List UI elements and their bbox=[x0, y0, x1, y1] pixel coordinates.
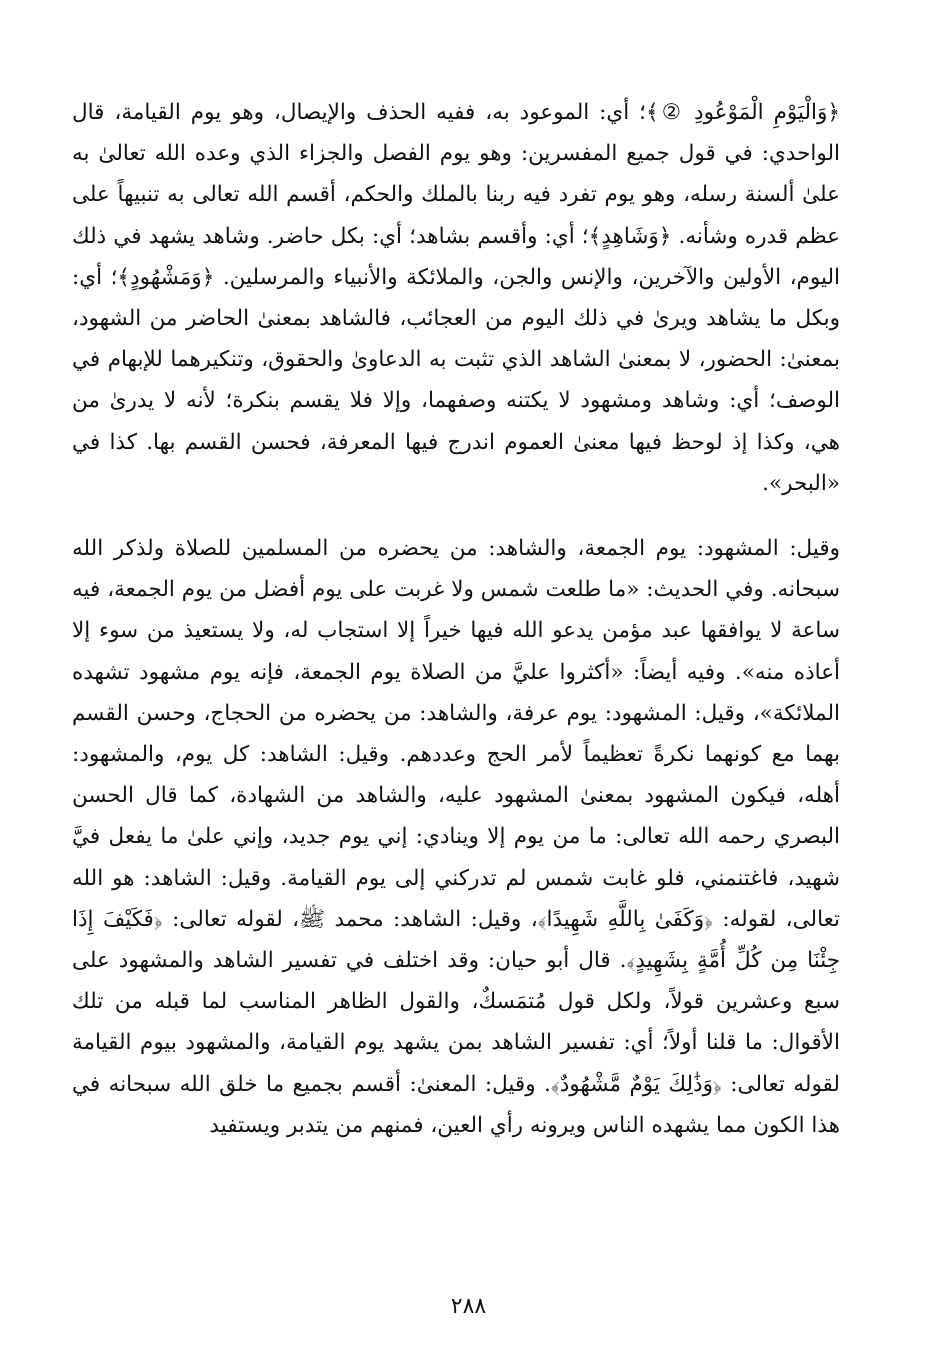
paragraph-1: ﴿وَالْيَوْمِ الْمَوْعُودِ ②﴾؛ أي: الموعود به، ففيه الحذف والإيصال، وهو يوم القيامة، قال الواحدي: في قول جميع المفسرين: وهو يوم الفصل والجزاء الذي وعده الله تعالىٰ به علىٰ ألسنة رسله، وهو يوم تفرد فيه ربنا بالملك والحكم، أقسم الله تعالى به تنبيهاً على عظم قدره وشأنه. ﴿وَشَاهِدٍ﴾؛ أي: وأقسم بشاهد؛ أي: بكل حاضر. وشاهد يشهد في ذلك اليوم، الأولين والآخرين، والإنس والجن، والملائكة والأنبياء والمرسلين. ﴿وَمَشْهُودٍ﴾؛ أي: وبكل ما يشاهد ويرىٰ في ذلك اليوم من العجائب، فالشاهد بمعنىٰ الحاضر من الشهود، بمعنىٰ: الحضور، لا بمعنىٰ الشاهد الذي تثبت به الدعاوىٰ والحقوق، وتنكيرهما للإبهام في الوصف؛ أي: وشاهد ومشهود لا يكتنه وصفهما، وإلا فلا يقسم بنكرة؛ لأنه لا يدرىٰ من هي، وكذا إذ لوحظ فيها معنىٰ العموم اندرج فيها المعرفة، فحسن القسم بها. كذا في «البحر». bbox=[72, 100, 840, 496]
page-number: ٢٨٨ bbox=[450, 1294, 487, 1319]
page-body bbox=[72, 92, 840, 1146]
paragraph-2: وقيل: المشهود: يوم الجمعة، والشاهد: من يحضره من المسلمين للصلاة ولذكر الله سبحانه. وفي الحديث: «ما طلعت شمس ولا غربت على يوم أفضل من يوم الجمعة، فيه ساعة لا يوافقها عبد مؤمن يدعو الله فيها خيراً إلا استجاب له، ولا يستعيذ من سوء إلا أعاذه منه». وفيه أيضاً: «أكثروا عليَّ من الصلاة يوم الجمعة، فإنه يوم مشهود تشهده الملائكة»، وقيل: المشهود: يوم عرفة، والشاهد: من يحضره من الحجاج، وحسن القسم بهما مع كونهما نكرةً تعظيماً لأمر الحج وعددهم. وقيل: الشاهد: كل يوم، والمشهود: أهله، فيكون المشهود بمعنىٰ المشهود عليه، والشاهد من الشهادة، كما قال الحسن البصري رحمه الله تعالى: ما من يوم إلا وينادي: إني يوم جديد، وإني علىٰ ما يفعل فيَّ شهيد، فاغتنمني، فلو غابت شمس لم تدركني إلى يوم القيامة. وقيل: الشاهد: هو الله تعالى، لقوله: ﴿وَكَفَىٰ بِاللَّهِ شَهِيدًا﴾، وقيل: الشاهد: محمد ﷺ، لقوله تعالى: ﴿فَكَيْفَ إِذَا جِئْنَا مِن كُلِّ أُمَّةٍ بِشَهِيدٍ﴾. قال أبو حيان: وقد اختلف في تفسير الشاهد والمشهود على سبع وعشرين قولاً، ولكل قول مُتمَسكٌ، والقول الظاهر المناسب لما قبله من تلك الأقوال: ما قلنا أولاً؛ أي: تفسير الشاهد بمن يشهد يوم القيامة، والمشهود بيوم القيامة لقوله تعالى: ﴿وَذَٰلِكَ يَوْمٌ مَّشْهُودٌ﴾. وقيل: المعنىٰ: أقسم بجميع ما خلق الله سبحانه في هذا الكون مما يشهده الناس ويرونه رأي العين، فمنهم من يتدبر ويستفيد bbox=[72, 536, 840, 1138]
